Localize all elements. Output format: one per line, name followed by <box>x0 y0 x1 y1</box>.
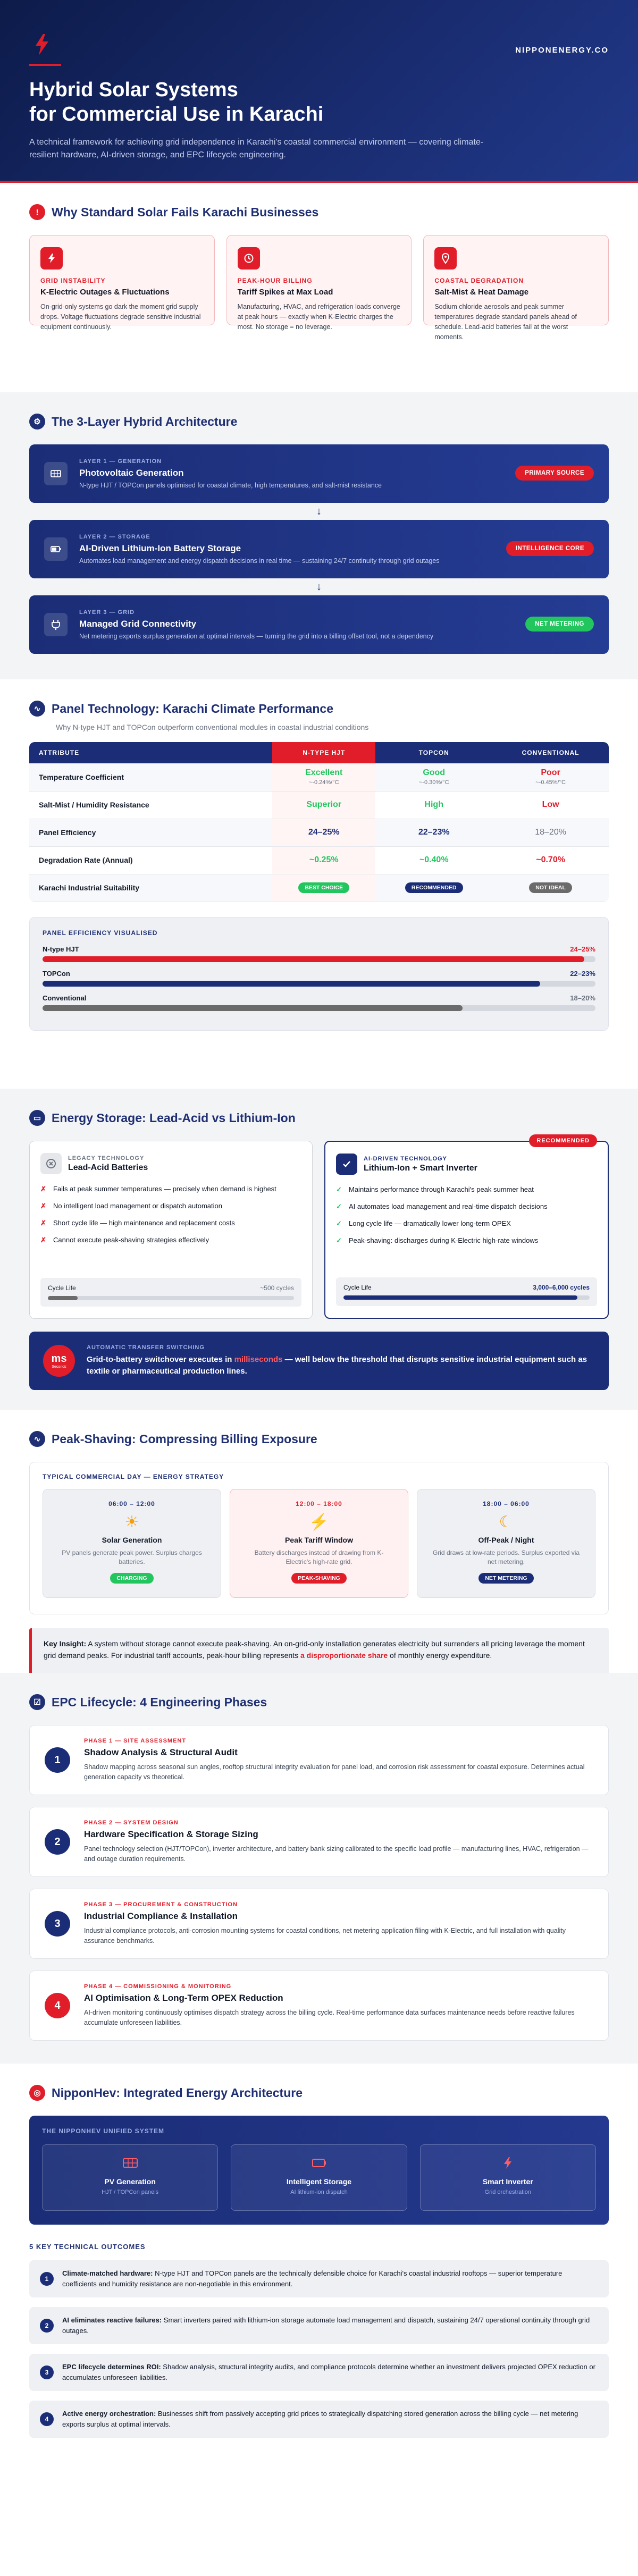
problem-tag: PEAK-HOUR BILLING <box>237 277 313 284</box>
efficiency-row <box>43 994 595 1011</box>
layer-card <box>29 444 609 503</box>
phase-title: AI Optimisation & Long-Term OPEX Reduction <box>84 1993 283 2003</box>
gear-icon: ⚙ <box>29 414 45 430</box>
row-attribute: Salt-Mist / Humidity Resistance <box>29 791 272 819</box>
cycle-value: 3,000–6,000 cycles <box>533 1284 590 1291</box>
efficiency-row <box>43 970 595 987</box>
cell-value: Poor <box>541 768 560 778</box>
efficiency-row <box>43 945 595 962</box>
outcome-text <box>62 2362 598 2383</box>
efficiency-name: Conventional <box>43 994 87 1002</box>
slot-time: 18:00 – 06:00 <box>483 1500 530 1508</box>
efficiency-label: PANEL EFFICIENCY VISUALISED <box>43 929 158 937</box>
outcome-item <box>29 2354 609 2391</box>
milliseconds-icon <box>43 1345 75 1377</box>
outcome-body: N-type HJT and TOPCon panels are the technically defensible choice for Karachi's coastal industrial rooftops — superior temperature coefficients and humidity resistance are non-negotiable in this environment. <box>62 2269 563 2288</box>
lightning-icon <box>40 247 63 270</box>
table-row <box>29 763 609 791</box>
list-item-text: Fails at peak summer temperatures — precisely when demand is highest <box>53 1185 276 1193</box>
list-item <box>336 1184 597 1195</box>
sun-icon: ☀ <box>124 1513 139 1531</box>
ats-text-a: Grid-to-battery switchover executes in <box>87 1355 234 1364</box>
hero-header <box>0 0 638 181</box>
check-icon: ✓ <box>336 1236 342 1244</box>
recommended-badge: RECOMMENDED <box>529 1134 597 1147</box>
layer-badge: NET METERING <box>525 617 594 632</box>
list-item <box>40 1201 301 1211</box>
efficiency-bar <box>43 981 540 987</box>
list-item <box>40 1184 301 1194</box>
list-item <box>40 1235 301 1245</box>
storage-section <box>0 1089 638 1410</box>
unified-card-title: Intelligent Storage <box>286 2177 352 2186</box>
unified-card-sub: AI lithium-ion dispatch <box>290 2189 348 2195</box>
section-title: Energy Storage: Lead-Acid vs Lithium-Ion <box>52 1110 296 1125</box>
slot-text: Battery discharges instead of drawing from K-Electric's high-rate grid. <box>254 1549 384 1565</box>
epc-lifecycle-section <box>0 1673 638 2064</box>
moon-icon: ☾ <box>499 1513 514 1531</box>
layer-tag: LAYER 3 — GRID <box>79 609 135 616</box>
phase-card <box>29 1807 609 1877</box>
section-title: The 3-Layer Hybrid Architecture <box>52 414 238 428</box>
cross-icon: ✗ <box>40 1185 46 1193</box>
table-header: TOPCON <box>375 742 492 763</box>
problem-text: On-grid-only systems go dark the moment grid supply drops. Voltage fluctuations degrade sensitive industrial equipment continuously. <box>40 303 201 331</box>
battery-icon: ▭ <box>29 1110 45 1126</box>
phase-text: Panel technology selection (HJT/TOPCon), inverter architecture, and battery bank sizing calibrated to the specific load profile — manufacturing lines, HVAC, refrigeration — and outage duration requirements. <box>84 1845 589 1863</box>
location-pin-icon <box>434 247 457 270</box>
title-line-1: Hybrid Solar Systems <box>29 79 238 101</box>
target-icon: ◎ <box>29 2085 45 2101</box>
cross-icon: ✗ <box>40 1219 46 1227</box>
check-icon: ✓ <box>336 1219 342 1227</box>
page-title <box>29 78 609 127</box>
plug-icon <box>44 613 68 636</box>
lithium-ion-card <box>324 1138 609 1319</box>
outcomes-heading: 5 KEY TECHNICAL OUTCOMES <box>29 2243 146 2251</box>
lightning-icon <box>500 2157 516 2169</box>
unified-card-title: PV Generation <box>104 2177 156 2186</box>
cycle-label: Cycle Life <box>343 1284 372 1291</box>
check-icon: ✓ <box>336 1202 342 1210</box>
phase-tag: PHASE 4 — COMMISSIONING & MONITORING <box>84 1983 232 1990</box>
phase-number: 3 <box>45 1911 70 1937</box>
table-header: N-TYPE HJT <box>272 742 375 763</box>
layer-title: AI-Driven Lithium-Ion Battery Storage <box>79 543 241 553</box>
cell-value: ~0.40% <box>419 855 449 864</box>
efficiency-chart <box>29 917 609 1031</box>
cell-value: ~0.25% <box>309 855 339 864</box>
cycle-bar <box>48 1296 78 1300</box>
problem-card <box>226 235 412 331</box>
lightning-logo-icon <box>29 32 55 57</box>
slot-badge: CHARGING <box>110 1573 153 1584</box>
cycle-label: Cycle Life <box>48 1284 76 1292</box>
cycle-life-meter <box>336 1277 597 1306</box>
outcome-bold: AI eliminates reactive failures: <box>62 2316 162 2324</box>
phase-number: 4 <box>45 1993 70 2018</box>
chart-line-icon: ∿ <box>29 1431 45 1447</box>
table-row <box>29 874 609 902</box>
section-title: NipponHev: Integrated Energy Architecture <box>52 2085 303 2100</box>
ats-banner <box>29 1332 609 1390</box>
check-icon: ✓ <box>336 1185 342 1193</box>
cross-icon: ✗ <box>40 1202 46 1210</box>
x-circle-icon <box>40 1153 62 1174</box>
ats-text-b: — well below the threshold that disrupts sensitive industrial equipment such as textile or pharmaceutical production lines. <box>87 1355 587 1376</box>
insight-text-b: of monthly energy expenditure. <box>388 1651 492 1660</box>
cell-value: ~0.70% <box>536 855 565 864</box>
ats-highlight: milliseconds <box>234 1355 283 1364</box>
table-row <box>29 819 609 846</box>
layer-text: Automates load management and energy dispatch decisions in real time — sustaining 24/7 continuity through grid outages <box>79 557 440 565</box>
key-insight-callout <box>29 1628 609 1675</box>
battery-icon <box>311 2157 327 2169</box>
list-item <box>336 1235 597 1246</box>
row-attribute: Degradation Rate (Annual) <box>29 846 272 874</box>
slot-title: Off-Peak / Night <box>478 1536 534 1544</box>
outcome-text <box>62 2315 598 2336</box>
slot-badge: NET METERING <box>478 1573 533 1584</box>
table-row <box>29 791 609 819</box>
problems-section <box>0 183 638 392</box>
nipponhev-section <box>0 2064 638 2481</box>
unified-card-sub: HJT / TOPCon panels <box>102 2189 159 2195</box>
outcome-item <box>29 2260 609 2297</box>
row-attribute: Panel Efficiency <box>29 819 272 846</box>
ats-tag: AUTOMATIC TRANSFER SWITCHING <box>87 1344 205 1351</box>
phase-number: 1 <box>45 1747 70 1773</box>
outcome-body: Businesses shift from passively accepting grid prices to strategically dispatching stored generation across the billing cycle — net metering exports surplus at optimal intervals. <box>62 2410 578 2428</box>
cell-value: Good <box>423 768 446 778</box>
alert-icon: ! <box>29 204 45 220</box>
problem-card <box>423 235 609 341</box>
cell-value: 24–25% <box>308 828 340 837</box>
list-item <box>40 1218 301 1228</box>
problem-title: Tariff Spikes at Max Load <box>237 288 333 297</box>
card-tag: AI-DRIVEN TECHNOLOGY <box>364 1155 447 1162</box>
time-slot <box>43 1489 221 1598</box>
phase-number: 2 <box>45 1829 70 1855</box>
list-item <box>336 1201 597 1212</box>
layer-title: Managed Grid Connectivity <box>79 619 197 629</box>
efficiency-name: TOPCon <box>43 969 70 978</box>
phase-tag: PHASE 3 — PROCUREMENT & CONSTRUCTION <box>84 1901 238 1908</box>
ats-symbol: ms <box>51 1353 67 1365</box>
outcome-item <box>29 2401 609 2438</box>
cross-icon: ✗ <box>40 1236 46 1244</box>
problem-title: K-Electric Outages & Fluctuations <box>40 288 170 297</box>
cell-value: Low <box>542 800 559 809</box>
unified-label: THE NIPPONHEV UNIFIED SYSTEM <box>42 2127 165 2135</box>
ats-symbol-sub: Seconds <box>52 1365 66 1369</box>
checkmark-icon <box>336 1154 357 1175</box>
brand-link[interactable]: NIPPONENERGY.CO <box>515 46 609 55</box>
cell-subvalue: ~-0.30%/°C <box>418 779 449 786</box>
unified-system-box <box>29 2116 609 2225</box>
section-subtitle: Why N-type HJT and TOPCon outperform conventional modules in coastal industrial conditions <box>56 723 369 731</box>
slot-badge: PEAK-SHAVING <box>291 1573 347 1584</box>
phase-title: Shadow Analysis & Structural Audit <box>84 1747 238 1757</box>
card-title: Lithium-Ion + Smart Inverter <box>364 1163 477 1173</box>
outcome-text <box>62 2268 598 2289</box>
cell-value: 22–23% <box>418 828 450 837</box>
lightning-icon: ⚡ <box>309 1513 329 1531</box>
outcome-bold: Climate-matched hardware: <box>62 2269 153 2277</box>
outcome-number: 3 <box>40 2365 54 2379</box>
section-title: Why Standard Solar Fails Karachi Businesses <box>52 205 319 219</box>
list-item-text: Long cycle life — dramatically lower long-term OPEX <box>349 1219 511 1227</box>
list-item-text: AI automates load management and real-time dispatch decisions <box>349 1202 548 1210</box>
phase-text: Industrial compliance protocols, anti-corrosion mounting systems for coastal conditions, net metering application filing with K-Electric, and full installation with quality assurance benchmarks. <box>84 1927 566 1944</box>
phase-tag: PHASE 2 — SYSTEM DESIGN <box>84 1820 179 1826</box>
battery-icon <box>44 537 68 561</box>
suitability-badge: RECOMMENDED <box>405 882 463 893</box>
outcome-bold: EPC lifecycle determines ROI: <box>62 2363 161 2371</box>
section-title: Peak-Shaving: Compressing Billing Exposure <box>52 1432 317 1446</box>
cycle-bar <box>343 1295 577 1300</box>
insight-label: Key Insight: <box>44 1639 87 1648</box>
layer-card <box>29 520 609 578</box>
outcome-number: 1 <box>40 2272 54 2286</box>
cell-value: Superior <box>306 800 342 809</box>
cell-value: 18–20% <box>535 828 566 837</box>
phase-tag: PHASE 1 — SITE ASSESSMENT <box>84 1738 187 1744</box>
unified-card <box>42 2144 218 2211</box>
row-attribute: Temperature Coefficient <box>29 763 272 791</box>
efficiency-value: 24–25% <box>570 945 595 953</box>
layer-title: Photovoltaic Generation <box>79 468 184 478</box>
phase-card <box>29 1725 609 1795</box>
efficiency-bar <box>43 956 584 962</box>
problem-tag: GRID INSTABILITY <box>40 277 106 284</box>
slot-text: PV panels generate peak power. Surplus charges batteries. <box>62 1549 202 1565</box>
suitability-badge: BEST CHOICE <box>298 882 349 893</box>
outcome-item <box>29 2307 609 2344</box>
efficiency-value: 22–23% <box>570 969 595 978</box>
chart-line-icon: ∿ <box>29 701 45 717</box>
slot-title: Peak Tariff Window <box>285 1536 353 1544</box>
time-slot <box>230 1489 408 1598</box>
layer-text: N-type HJT / TOPCon panels optimised for coastal climate, high temperatures, and salt-mist resistance <box>79 482 382 489</box>
list-item-text: Maintains performance through Karachi's peak summer heat <box>349 1185 534 1193</box>
outcome-body: Smart inverters paired with lithium-ion storage automate load management and dispatch, sustaining 24/7 operational continuity through grid outages. <box>62 2316 590 2335</box>
outcome-number: 4 <box>40 2412 54 2426</box>
outcome-bold: Active energy orchestration: <box>62 2410 156 2418</box>
slot-title: Solar Generation <box>102 1536 162 1544</box>
problem-text: Sodium chloride aerosols and peak summer temperatures degrade standard panels ahead of schedule. Lead-acid batteries fail at the worst moments. <box>434 303 577 341</box>
panel-technology-section <box>0 679 638 1089</box>
phase-card <box>29 1971 609 2041</box>
title-line-2: for Commercial Use in Karachi <box>29 103 324 125</box>
slot-time: 12:00 – 18:00 <box>296 1500 342 1508</box>
list-item-text: No intelligent load management or dispatch automation <box>53 1202 222 1210</box>
cell-value: Excellent <box>305 768 343 778</box>
arrow-down-icon: ↓ <box>316 506 322 517</box>
card-tag: LEGACY TECHNOLOGY <box>68 1155 145 1161</box>
outcome-body: Shadow analysis, structural integrity audits, and compliance protocols determine whether an investment delivers projected OPEX reduction or accumulates unforeseen liabilities. <box>62 2363 595 2381</box>
insight-text-a: A system without storage cannot execute peak-shaving. An on-grid-only installation generates electricity but surrenders all pricing leverage the moment grid demand peaks. For industrial tariff accounts, peak-hour billing represents <box>44 1639 585 1660</box>
problem-title: Salt-Mist & Heat Damage <box>434 288 529 297</box>
cell-subvalue: ~-0.45%/°C <box>535 779 566 786</box>
slot-text: Grid draws at low-rate periods. Surplus exported via net metering. <box>432 1549 580 1565</box>
efficiency-bar <box>43 1005 463 1011</box>
cycle-value: ~500 cycles <box>260 1284 294 1292</box>
insight-highlight: a disproportionate share <box>300 1651 388 1660</box>
slot-time: 06:00 – 12:00 <box>108 1500 155 1508</box>
layer-card <box>29 595 609 654</box>
list-item <box>336 1218 597 1229</box>
list-item-text: Short cycle life — high maintenance and replacement costs <box>53 1219 235 1227</box>
phase-text: Shadow mapping across seasonal sun angles, rooftop structural integrity evaluation for panel load, and corrosion risk assessment for coastal exposure. Determines actual generation capacity vs theoretical. <box>84 1763 585 1781</box>
list-item-text: Cannot execute peak-shaving strategies effectively <box>53 1236 209 1244</box>
outcome-number: 2 <box>40 2319 54 2333</box>
table-row <box>29 846 609 874</box>
efficiency-name: N-type HJT <box>43 945 79 953</box>
cell-value: High <box>424 800 443 809</box>
unified-card <box>420 2144 596 2211</box>
unified-card-sub: Grid orchestration <box>484 2189 532 2195</box>
outcome-text <box>62 2409 598 2430</box>
arrow-down-icon: ↓ <box>316 581 322 593</box>
day-strategy-label: TYPICAL COMMERCIAL DAY — ENERGY STRATEGY <box>43 1473 224 1480</box>
checklist-icon: ☑ <box>29 1694 45 1710</box>
ats-text <box>87 1354 595 1377</box>
panel-comparison-table <box>29 742 609 902</box>
solar-panel-icon <box>44 462 68 485</box>
cycle-life-meter <box>40 1278 301 1307</box>
unified-card-title: Smart Inverter <box>482 2177 533 2186</box>
layer-tag: LAYER 2 — STORAGE <box>79 534 150 540</box>
problem-tag: COASTAL DEGRADATION <box>434 277 524 284</box>
architecture-section <box>0 392 638 679</box>
problem-card <box>29 235 215 331</box>
hero-accent-line <box>29 64 61 66</box>
efficiency-value: 18–20% <box>570 994 595 1002</box>
time-slot <box>417 1489 595 1598</box>
table-header: CONVENTIONAL <box>492 742 609 763</box>
hero-subtitle: A technical framework for achieving grid independence in Karachi's coastal commercial environment — covering climate-resilient hardware, AI-driven storage, and EPC lifecycle engineering. <box>29 138 484 159</box>
lead-acid-card <box>29 1141 313 1319</box>
phase-title: Hardware Specification & Storage Sizing <box>84 1829 258 1839</box>
phase-card <box>29 1889 609 1959</box>
clock-icon <box>238 247 260 270</box>
layer-badge: INTELLIGENCE CORE <box>506 541 594 556</box>
layer-tag: LAYER 1 — GENERATION <box>79 458 162 465</box>
table-header: ATTRIBUTE <box>29 742 272 763</box>
cell-subvalue: ~-0.24%/°C <box>308 779 339 786</box>
section-title: Panel Technology: Karachi Climate Performance <box>52 701 334 715</box>
problem-text: Manufacturing, HVAC, and refrigeration loads converge at peak hours — exactly when K-Electric charges the most. No storage = no leverage. <box>237 303 400 331</box>
layer-text: Net metering exports surplus generation at optimal intervals — turning the grid into a billing offset tool, not a dependency <box>79 633 434 640</box>
card-title: Lead-Acid Batteries <box>68 1163 148 1172</box>
unified-card <box>231 2144 407 2211</box>
suitability-badge: NOT IDEAL <box>529 882 572 893</box>
layer-badge: PRIMARY SOURCE <box>515 466 594 481</box>
phase-title: Industrial Compliance & Installation <box>84 1911 238 1921</box>
section-title: EPC Lifecycle: 4 Engineering Phases <box>52 1695 267 1709</box>
peak-shaving-section <box>0 1410 638 1673</box>
phase-text: AI-driven monitoring continuously optimises dispatch strategy across the billing cycle. Real-time performance data surfaces maintenance needs before reactive failures accumulate unforeseen liabilities. <box>84 2009 575 2026</box>
list-item-text: Peak-shaving: discharges during K-Electric high-rate windows <box>349 1236 539 1244</box>
row-attribute: Karachi Industrial Suitability <box>29 874 272 902</box>
day-strategy-box <box>29 1462 609 1614</box>
solar-panel-icon <box>122 2157 138 2169</box>
